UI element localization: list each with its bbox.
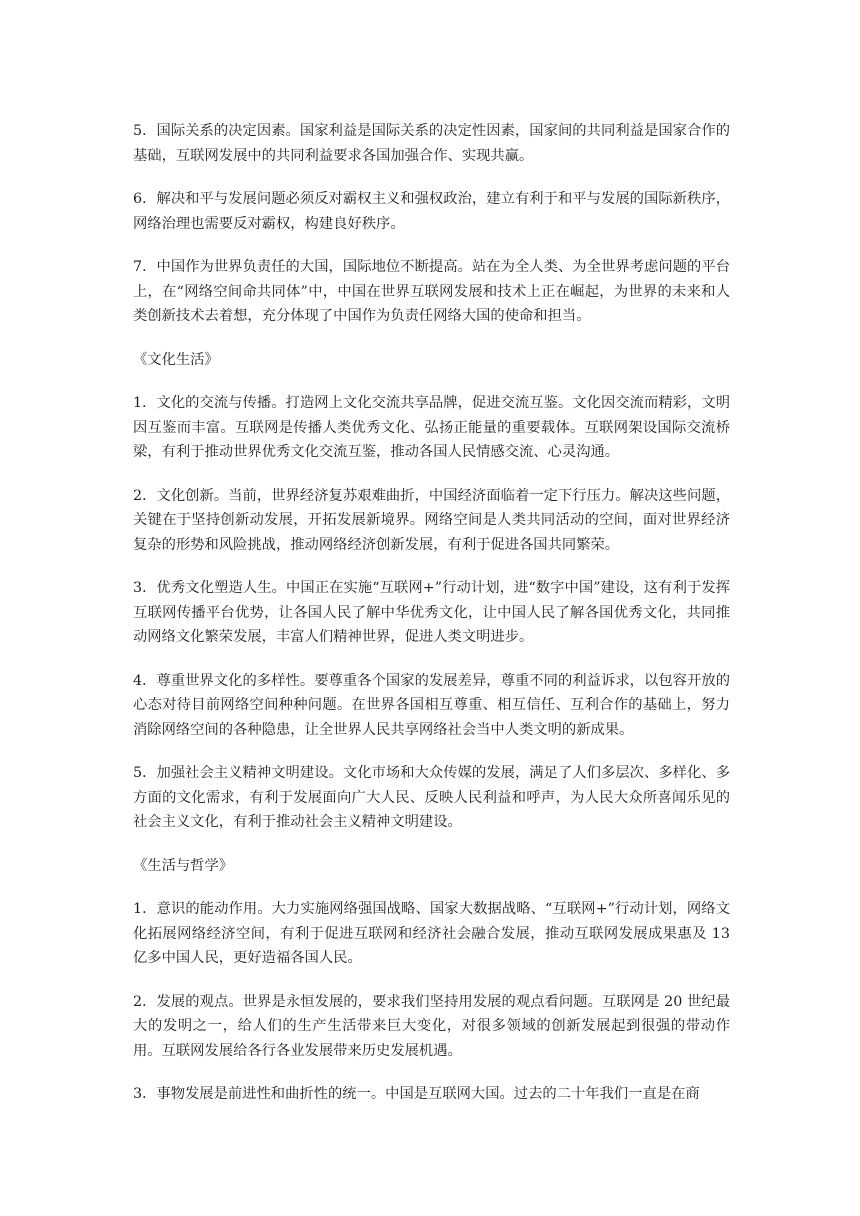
paragraph-culture-diversity: 4．尊重世界文化的多样性。要尊重各个国家的发展差异，尊重不同的利益诉求，以包容开放的心态对待目前网络空间种种问题。在世界各国相互尊重、相互信任、互利合作的基础上，努力消除网络空间的各种隐患，让全世界人民共享网络社会当中人类文明的新成果。 (133, 672, 730, 738)
paragraph-oppose-hegemony: 6．解决和平与发展问题必须反对霸权主义和强权政治，建立有利于和平与发展的国际新秩序，网络治理也需要反对霸权，构建良好秩序。 (133, 191, 730, 232)
paragraph-progress-and-twists: 3．事物发展是前进性和曲折性的统一。中国是互联网大国。过去的二十年我们一直是在商 (133, 1086, 700, 1102)
paragraph-spiritual-civilization: 5．加强社会主义精神文明建设。文化市场和大众传媒的发展，满足了人们多层次、多样化、多方面的文化需求，有利于发展面向广大人民、反映人民利益和呼声，为人民大众所喜闻乐见的社会主义文化，有利于推动社会主义精神文明建设。 (133, 765, 730, 830)
section-heading-philosophy: 《生活与哲学》 (133, 857, 234, 874)
paragraph-culture-shapes-life: 3．优秀文化塑造人生。中国正在实施“互联网+”行动计划，进“数字中国”建设，这有利于发挥互联网传播平台优势，让各国人民了解中华优秀文化，让中国人民了解各国优秀文化，共同推动网络文化繁荣发展，丰富人们精神世界，促进人类文明进步。 (133, 580, 730, 645)
section-heading-culture: 《文化生活》 (133, 351, 219, 368)
paragraph-consciousness: 1．意识的能动作用。大力实施网络强国战略、国家大数据战略、“互联网+”行动计划，网络文化拓展网络经济空间，有利于促进互联网和经济社会融合发展，推动互联网发展成果惠及 13 亿多中国人民，更好造福各国人民。 (133, 901, 730, 966)
paragraph-culture-exchange: 1．文化的交流与传播。打造网上文化交流共享品牌，促进交流互鉴。文化因交流而精彩，文明因互鉴而丰富。互联网是传播人类优秀文化、弘扬正能量的重要载体。互联网架设国际交流桥梁，有利于推动世界优秀文化交流互鉴，推动各国人民情感交流、心灵沟通。 (133, 395, 730, 460)
paragraph-international-relations: 5．国际关系的决定因素。国家利益是国际关系的决定性因素，国家间的共同利益是国家合作的基础，互联网发展中的共同利益要求各国加强合作、实现共赢。 (133, 123, 730, 164)
paragraph-development-view: 2．发展的观点。世界是永恒发展的，要求我们坚持用发展的观点看问题。互联网是 20 世纪最大的发明之一，给人们的生产生活带来巨大变化，对很多领域的创新发展起到很强的带动作用。互联网发展给各行各业发展带来历史发展机遇。 (133, 993, 730, 1059)
paragraph-culture-innovation: 2．文化创新。当前，世界经济复苏艰难曲折，中国经济面临着一定下行压力。解决这些问题，关键在于坚持创新动发展，开拓发展新境界。网络空间是人类共同活动的空间，面对世界经济复杂的形势和风险挑战，推动网络经济创新发展，有利于促进各国共同繁荣。 (133, 487, 730, 553)
document-body (133, 119, 730, 1126)
paragraph-responsible-power: 7．中国作为世界负责任的大国，国际地位不断提高。站在为全人类、为全世界考虑问题的平台上，在“网络空间命共同体”中，中国在世界互联网发展和技术上正在崛起，为世界的未来和人类创新技术去着想，充分体现了中国作为负责任网络大国的使命和担当。 (133, 259, 730, 324)
